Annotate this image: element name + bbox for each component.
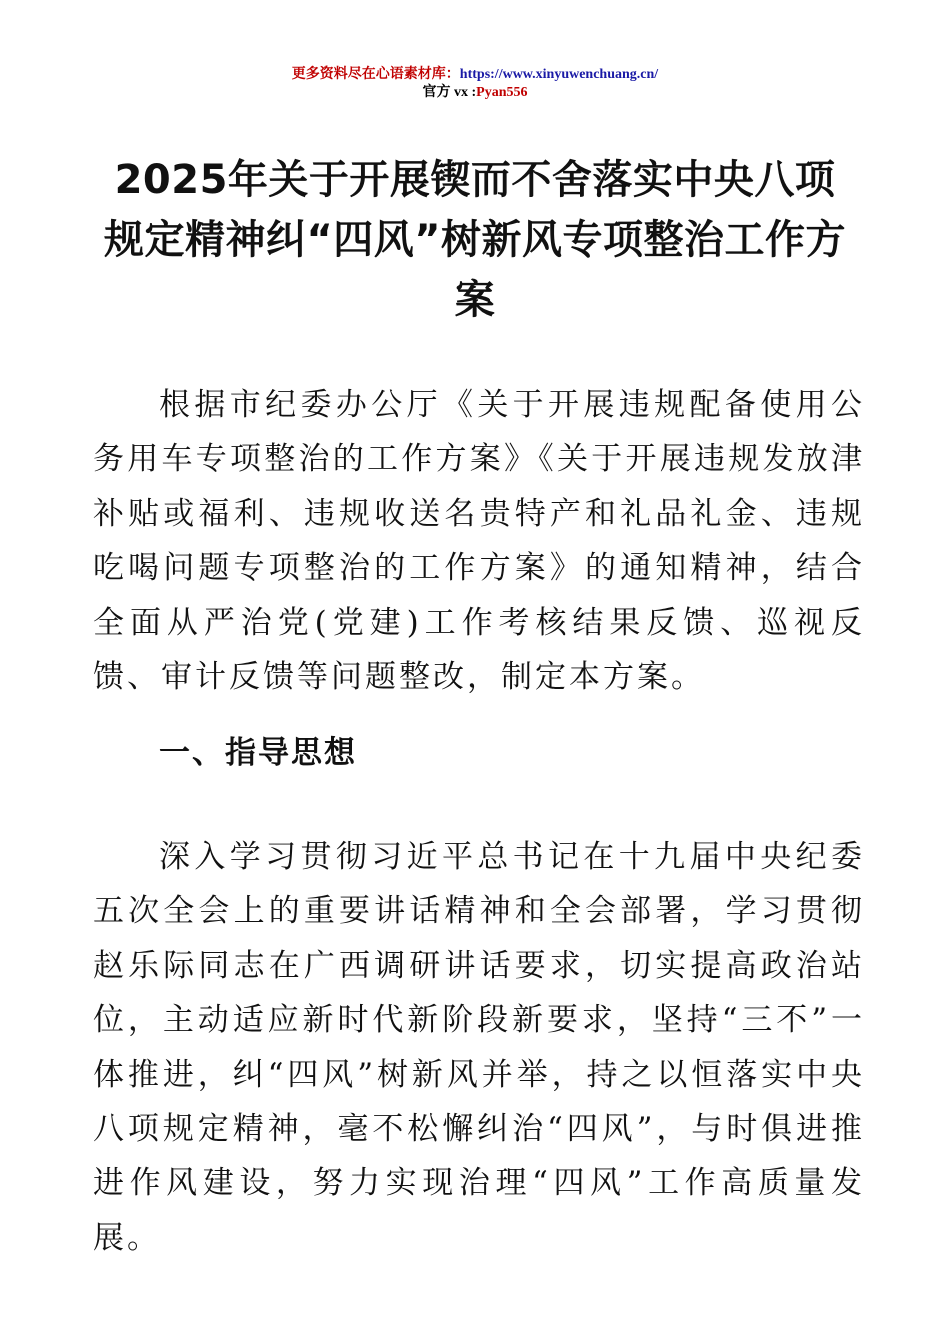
section-heading-guiding-ideology: 一、指导思想 bbox=[159, 735, 357, 771]
document-title: 2025年关于开展锲而不舍落实中央八项规定精神纠“四风”树新风专项整治工作方案 bbox=[103, 157, 847, 323]
promo-header-banner bbox=[0, 66, 950, 102]
promo-line-website bbox=[0, 66, 950, 84]
wechat-id: Pyan556 bbox=[476, 85, 528, 100]
guiding-ideology-paragraph: 深入学习贯彻习近平总书记在十九届中央纪委五次全会上的重要讲话精神和全会部署，学习贯彻赵乐际同志在广西调研讲话要求，切实提高政治站位，主动适应新时代新阶段新要求，坚持“三不”一体推进，纠“四风”树新风并举，持之以恒落实中央八项规定精神，毫不松懈纠治“四风”，与时俱进推进作风建设，努力实现治理“四风”工作高质量发展。 bbox=[93, 839, 865, 1256]
promo-line-wechat bbox=[0, 84, 950, 102]
wechat-label: 官方 vx : bbox=[422, 85, 477, 100]
website-link[interactable]: https://www.xinyuwenchuang.cn/ bbox=[459, 67, 659, 82]
intro-paragraph: 根据市纪委办公厅《关于开展违规配备使用公务用车专项整治的工作方案》《关于开展违规发放津补贴或福利、违规收送名贵特产和礼品礼金、违规吃喝问题专项整治的工作方案》的通知精神，结合全面从严治党(党建)工作考核结果反馈、巡视反馈、审计反馈等问题整改，制定本方案。 bbox=[93, 387, 865, 696]
promo-text: 更多资料尽在心语素材库： bbox=[291, 67, 460, 82]
